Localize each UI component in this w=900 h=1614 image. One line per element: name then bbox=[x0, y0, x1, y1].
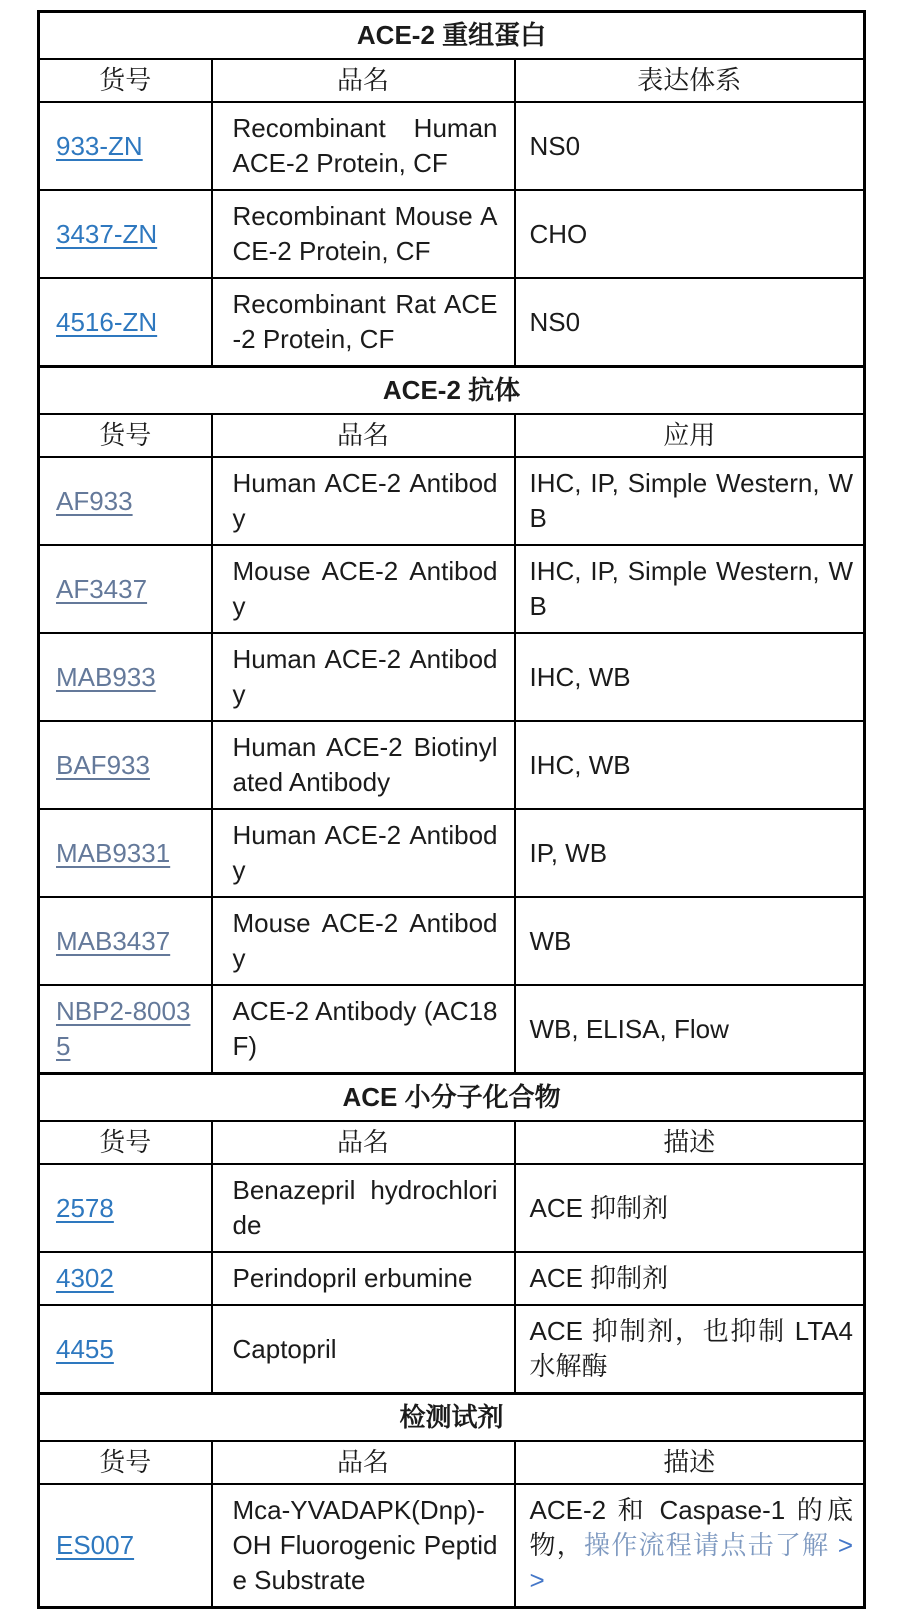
column-header: 货号 bbox=[39, 1121, 212, 1164]
catalog-cell bbox=[39, 190, 212, 278]
catalog-link[interactable]: AF933 bbox=[56, 485, 133, 516]
catalog-link[interactable]: MAB933 bbox=[56, 661, 156, 692]
table-row bbox=[39, 1252, 865, 1305]
catalog-cell bbox=[39, 278, 212, 367]
catalog-cell bbox=[39, 809, 212, 897]
catalog-link[interactable]: ES007 bbox=[56, 1530, 135, 1560]
table-row bbox=[39, 1305, 865, 1394]
catalog-cell bbox=[39, 897, 212, 985]
section-title-row bbox=[39, 1394, 865, 1442]
product-name-cell: Human ACE-2 Antibody bbox=[212, 633, 515, 721]
description-cell: WB bbox=[515, 897, 865, 985]
product-name-cell: Recombinant Rat ACE-2 Protein, CF bbox=[212, 278, 515, 367]
catalog-link[interactable]: MAB9331 bbox=[56, 837, 171, 868]
catalog-link[interactable]: 933-ZN bbox=[56, 130, 143, 161]
table-row bbox=[39, 457, 865, 545]
catalog-cell bbox=[39, 1484, 212, 1608]
section-title-row bbox=[39, 12, 865, 60]
table-row bbox=[39, 985, 865, 1074]
section-title: ACE-2 抗体 bbox=[39, 367, 865, 415]
catalog-link[interactable]: MAB3437 bbox=[56, 925, 171, 956]
table-row bbox=[39, 809, 865, 897]
product-name-cell: Human ACE-2 Biotinylated Antibody bbox=[212, 721, 515, 809]
column-header: 货号 bbox=[39, 414, 212, 457]
table-row bbox=[39, 897, 865, 985]
product-name-cell: Recombinant Human ACE-2 Protein, CF bbox=[212, 102, 515, 190]
product-name-cell: Captopril bbox=[212, 1305, 515, 1394]
catalog-link[interactable]: AF3437 bbox=[56, 573, 148, 604]
description-cell: IHC, WB bbox=[515, 633, 865, 721]
column-header: 描述 bbox=[515, 1441, 865, 1484]
catalog-cell bbox=[39, 1164, 212, 1252]
catalog-link[interactable]: 4455 bbox=[56, 1333, 114, 1364]
procedure-link[interactable]: 操作流程请点击了解 bbox=[584, 1530, 838, 1560]
description-cell: WB, ELISA, Flow bbox=[515, 985, 865, 1074]
description-cell: IHC, IP, Simple Western, WB bbox=[515, 457, 865, 545]
column-header: 表达体系 bbox=[515, 59, 865, 102]
table-row bbox=[39, 278, 865, 367]
catalog-link[interactable]: 2578 bbox=[56, 1192, 114, 1223]
catalog-link[interactable]: BAF933 bbox=[56, 749, 150, 780]
column-header-row bbox=[39, 59, 865, 102]
column-header: 品名 bbox=[212, 1441, 515, 1484]
description-cell: NS0 bbox=[515, 102, 865, 190]
table-row bbox=[39, 102, 865, 190]
description-cell: ACE 抑制剂，也抑制 LTA4 水解酶 bbox=[515, 1305, 865, 1394]
catalog-cell bbox=[39, 545, 212, 633]
description-cell: ACE 抑制剂 bbox=[515, 1164, 865, 1252]
product-name-cell: Human ACE-2 Antibody bbox=[212, 809, 515, 897]
column-header: 应用 bbox=[515, 414, 865, 457]
section-title: 检测试剂 bbox=[39, 1394, 865, 1442]
description-cell bbox=[515, 1484, 865, 1608]
section-title: ACE 小分子化合物 bbox=[39, 1074, 865, 1122]
table-row bbox=[39, 633, 865, 721]
catalog-link[interactable]: 4516-ZN bbox=[56, 306, 158, 337]
catalog-cell bbox=[39, 985, 212, 1074]
table-row bbox=[39, 1164, 865, 1252]
section-title-row bbox=[39, 367, 865, 415]
product-table bbox=[37, 10, 866, 1609]
product-table-body bbox=[39, 12, 865, 1608]
description-cell: IP, WB bbox=[515, 809, 865, 897]
product-name-cell: Perindopril erbumine bbox=[212, 1252, 515, 1305]
catalog-cell bbox=[39, 1252, 212, 1305]
catalog-link[interactable]: 3437-ZN bbox=[56, 218, 158, 249]
product-name-cell: Human ACE-2 Antibody bbox=[212, 457, 515, 545]
procedure-link-arrows[interactable]: >> bbox=[529, 1530, 854, 1595]
product-name-cell: ACE-2 Antibody (AC18F) bbox=[212, 985, 515, 1074]
column-header: 品名 bbox=[212, 1121, 515, 1164]
product-name-cell: Benazepril hydrochloride bbox=[212, 1164, 515, 1252]
catalog-cell bbox=[39, 721, 212, 809]
column-header: 货号 bbox=[39, 1441, 212, 1484]
column-header: 品名 bbox=[212, 414, 515, 457]
catalog-cell bbox=[39, 1305, 212, 1394]
product-name-cell: Mouse ACE-2 Antibody bbox=[212, 545, 515, 633]
table-row bbox=[39, 190, 865, 278]
description-cell: IHC, WB bbox=[515, 721, 865, 809]
description-cell: ACE 抑制剂 bbox=[515, 1252, 865, 1305]
column-header: 描述 bbox=[515, 1121, 865, 1164]
description-text: ACE-2 和 Caspase-1 的底物， bbox=[529, 1495, 854, 1560]
catalog-link[interactable]: 4302 bbox=[56, 1263, 114, 1293]
table-row bbox=[39, 1484, 865, 1608]
column-header: 品名 bbox=[212, 59, 515, 102]
product-name-cell: Mca-YVADAPK(Dnp)-OH Fluorogenic Peptide Substrate bbox=[212, 1484, 515, 1608]
description-cell: CHO bbox=[515, 190, 865, 278]
table-row bbox=[39, 545, 865, 633]
section-title-row bbox=[39, 1074, 865, 1122]
column-header: 货号 bbox=[39, 59, 212, 102]
catalog-cell bbox=[39, 102, 212, 190]
column-header-row bbox=[39, 414, 865, 457]
section-title: ACE-2 重组蛋白 bbox=[39, 12, 865, 60]
column-header-row bbox=[39, 1121, 865, 1164]
catalog-cell bbox=[39, 457, 212, 545]
column-header-row bbox=[39, 1441, 865, 1484]
product-name-cell: Recombinant Mouse ACE-2 Protein, CF bbox=[212, 190, 515, 278]
catalog-cell bbox=[39, 633, 212, 721]
table-row bbox=[39, 721, 865, 809]
catalog-link[interactable]: NBP2-80035 bbox=[56, 996, 191, 1061]
description-cell: IHC, IP, Simple Western, WB bbox=[515, 545, 865, 633]
description-cell: NS0 bbox=[515, 278, 865, 367]
product-name-cell: Mouse ACE-2 Antibody bbox=[212, 897, 515, 985]
